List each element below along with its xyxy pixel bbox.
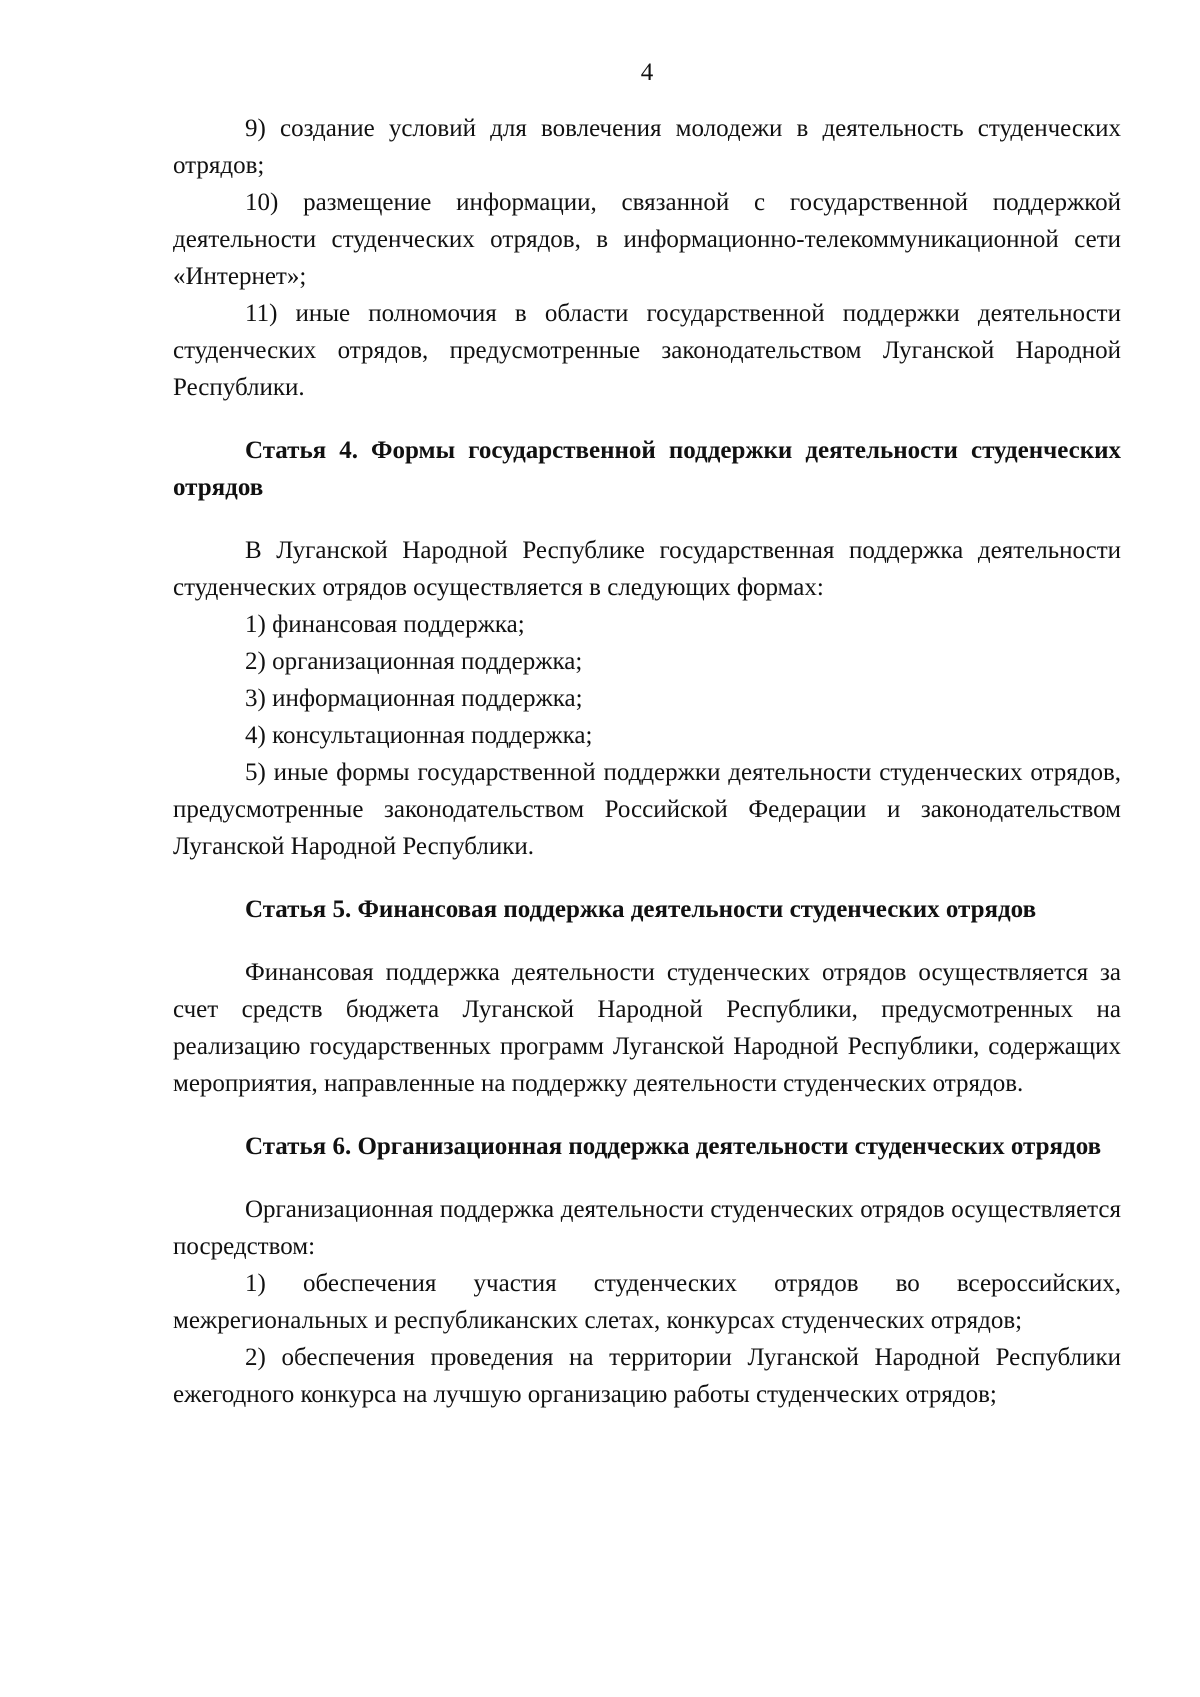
paragraph-item-9: 9) создание условий для вовлечения молодежи в деятельность студенческих отрядов; [173, 115, 1121, 179]
page-number: 4 [640, 59, 654, 86]
article-4-item-4: 4) консультационная поддержка; [245, 722, 593, 749]
article-4-item-1: 1) финансовая поддержка; [245, 611, 525, 638]
article-6-intro: Организационная поддержка деятельности студенческих отрядов осуществляется посредством: [173, 1196, 1121, 1260]
article-6-item-1: 1) обеспечения участия студенческих отрядов во всероссийских, межрегиональных и республиканских слетах, конкурсах студенческих отрядов; [173, 1270, 1121, 1334]
article-6-heading: Статья 6. Организационная поддержка деятельности студенческих отрядов [245, 1133, 1102, 1160]
paragraph-item-10: 10) размещение информации, связанной с государственной поддержкой деятельности студенческих отрядов, в информационно-телекоммуникационной сети «Интернет»; [173, 189, 1121, 290]
article-4-item-3: 3) информационная поддержка; [245, 685, 583, 712]
article-6-item-2: 2) обеспечения проведения на территории Луганской Народной Республики ежегодного конкурса на лучшую организацию работы студенческих отрядов; [173, 1344, 1121, 1408]
article-4-item-5: 5) иные формы государственной поддержки деятельности студенческих отрядов, предусмотренные законодательством Российской Федерации и законодательством Луганской Народной Республики. [173, 759, 1121, 860]
article-4-heading: Статья 4. Формы государственной поддержки деятельности студенческих отрядов [173, 437, 1121, 501]
document-page [173, 58, 1121, 1413]
paragraph-item-11: 11) иные полномочия в области государственной поддержки деятельности студенческих отрядов, предусмотренные законодательством Луганской Народной Республики. [173, 300, 1121, 401]
article-5-body: Финансовая поддержка деятельности студенческих отрядов осуществляется за счет средств бюджета Луганской Народной Республики, предусмотренных на реализацию государственных программ Луганской Народной Республики, содержащих мероприятия, направленные на поддержку деятельности студенческих отрядов. [173, 959, 1121, 1097]
article-4-intro: В Луганской Народной Республике государственная поддержка деятельности студенческих отрядов осуществляется в следующих формах: [173, 537, 1121, 601]
article-5-heading: Статья 5. Финансовая поддержка деятельности студенческих отрядов [245, 896, 1037, 923]
article-4-item-2: 2) организационная поддержка; [245, 648, 583, 675]
